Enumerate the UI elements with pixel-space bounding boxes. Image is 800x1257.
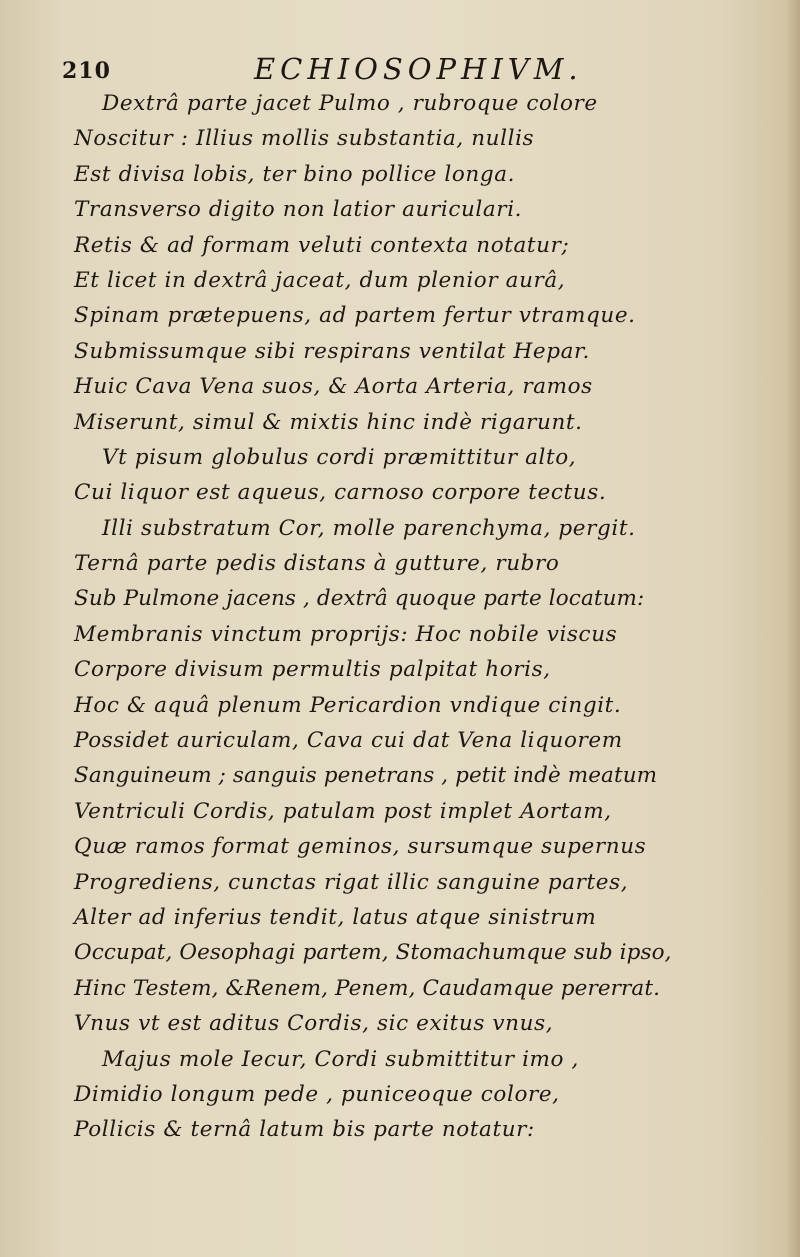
verse-line: Corpore divisum permultis palpitat horis, [74,657,551,683]
verse-line: Progrediens, cunctas rigat illic sanguine partes, [74,869,629,895]
verse-line: Dimidio longum pede , puniceoque colore, [74,1081,560,1107]
verse-line: Pollicis & ternâ latum bis parte notatur: [74,1117,535,1143]
verse-line: Ventriculi Cordis, patulam post implet Aortam, [74,798,612,824]
verse-line: Illi substratum Cor, molle parenchyma, pergit. [102,515,636,541]
verse-text [0,86,800,1148]
running-title: ECHIOSOPHIVM. [254,52,583,86]
verse-line: Alter ad inferius tendit, latus atque sinistrum [74,904,597,930]
verse-line: Submissumque sibi respirans ventilat Hepar. [74,338,590,364]
verse-line: Ternâ parte pedis distans à gutture, rubro [74,551,560,577]
verse-line: Vnus vt est aditus Cordis, sic exitus vnus, [74,1011,554,1037]
verse-line: Hinc Testem, &Renem, Penem, Caudamque pererrat. [74,975,661,1001]
verse-line: Et licet in dextrâ jaceat, dum plenior aurâ, [74,267,566,293]
verse-line: Sanguineum ; sanguis penetrans , petit indè meatum [74,763,658,789]
verse-line: Transverso digito non latior auriculari. [74,197,523,223]
verse-line: Retis & ad formam veluti contexta notatur; [74,232,570,258]
verse-line: Dextrâ parte jacet Pulmo , rubroque colore [102,91,598,116]
verse-line: Spinam prætериens, ad partem fertur vtramque. [74,303,636,329]
page-number: 210 [62,58,111,84]
verse-line: Majus mole Iecur, Cordi submittitur imo , [102,1046,579,1072]
verse-line: Sub Pulmone jacens , dextrâ quoque parte locatum: [74,586,645,612]
verse-line: Occupat, Oesophagi partem, Stomachumque sub ipso, [74,940,672,966]
verse-line: Vt pisum globulus cordi præmittitur alto, [102,444,577,470]
verse-line: Noscitur : Illius mollis substantia, nullis [74,126,535,152]
verse-line: Possidet auriculam, Cava cui dat Vena liquorem [74,728,623,754]
verse-line: Membranis vinctum proprijs: Hoc nobile viscus [74,621,618,647]
verse-line: Est divisa lobis, ter bino pollice longa. [74,161,516,187]
verse-line: Cui liquor est aqueus, carnoso corpore tectus. [74,480,607,506]
verse-line: Quæ ramos format geminos, sursumque supernus [74,834,647,860]
verse-line: Huic Cava Vena suos, & Aorta Arteria, ramos [74,374,593,400]
verse-line: Hoc & aquâ plenum Pericardion vndique cingit. [74,692,622,718]
verse-line: Miserunt, simul & mixtis hinc indè rigarunt. [74,409,583,435]
